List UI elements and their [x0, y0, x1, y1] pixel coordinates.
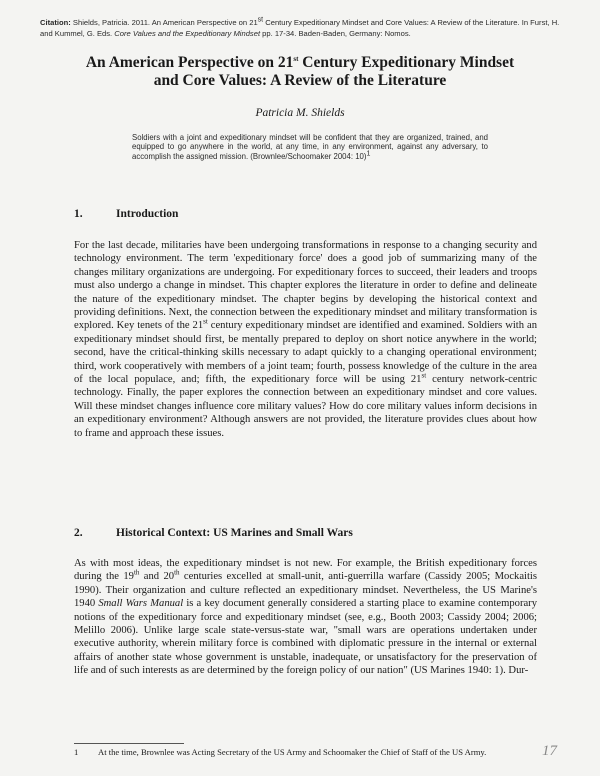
footnote [74, 747, 544, 757]
historical-context-paragraph [74, 557, 537, 678]
epigraph-text: Soldiers with a joint and expeditionary mindset will be confident that they are organized, trained, and equipped to go anywhere in the world, at any time, in any environment, against any adversary, to accomplish the assigned mission. (Brownlee/Schoomaker 2004: 10) [132, 133, 488, 161]
footnote-ref[interactable]: 1 [366, 150, 371, 158]
history-text-d: is a key document generally considered a starting place to examine contemporary notions of the expeditionary force and expeditionary mindset (see, e.g., Booth 2003; Cassidy 2004; 2006; Melillo 2006). Unlike large scale state-versus-state war, "small wars are operations undertaken under executive authority, wherein military force is combined with diplomatic pressure in the internal or external affairs of another state whose government is unstable, inadequate, or unsatisfactory for the preservation of life and of such interests as are determined by the foreign policy of our nation" (US Marines 1940: 1). Dur- [74, 598, 538, 677]
page-number-mark: 17 [542, 743, 557, 759]
history-manual-title: Small Wars Manual [98, 598, 184, 610]
history-sup-2: th [174, 568, 180, 577]
intro-sup-1: st [203, 317, 208, 326]
intro-sup-2: st [421, 371, 427, 380]
footnote-divider [74, 743, 184, 744]
title-line1-b: Century Expeditionary Mindset [298, 54, 515, 71]
citation-book-title: Core Values and the Expeditionary Mindset [114, 29, 261, 38]
footnote-number: 1 [74, 747, 79, 757]
title-line1-a: An American Perspective on 21 [85, 54, 294, 71]
footnote-text: At the time, Brownlee was Acting Secretary of the US Army and Schoomaker the Chief of Staff of the US Army. [98, 747, 487, 757]
citation-note [40, 17, 560, 39]
section-title: Historical Context: US Marines and Small Wars [116, 527, 353, 539]
section-heading-historical-context [74, 527, 353, 539]
citation-label: Citation: [40, 18, 71, 27]
section-number: 1. [74, 208, 83, 220]
section-heading-introduction [74, 208, 178, 220]
epigraph-quote [132, 133, 488, 161]
history-text-c: centuries excelled at small-unit, anti-guerrilla warfare (Cassidy 2005; Mockaitis 1990). Their organization and culture reflected an expeditionary mindset. Nevertheless, the US Marine's 1940 [74, 571, 537, 610]
history-text-a: As with most ideas, the expeditionary mindset is not new. For example, the British expeditionary forces during the 19 [74, 558, 537, 583]
intro-text-c: century network-centric technology. Finally, the paper explores the connection between an expeditionary mindset and core values. Will these mindset changes influence core military values? How do core military values inform decisions in an expeditionary environment? Although answers are not provided, the literature provides clues about how to frame and approach these issues. [74, 374, 538, 439]
intro-text-a: For the last decade, militaries have been undergoing transformations in response to a changing security and technology environment. The term 'expeditionary force' does a good job of summarizing many of the changes military organizations are undergoing. For expeditionary forces to succeed, their leaders and troops must also undergo a change in mindset. This chapter explores the literature in order to define and delineate the nature of the expeditionary mindset. The chapter begins by developing the historical context and providing definitions. Next, the connection between the expeditionary mindset and military transformation is explored. Key tenets of the 21 [74, 240, 537, 332]
history-sup-1: th [133, 568, 140, 577]
citation-pages: pp. 17-34. Baden-Baden, Germany: Nomos. [260, 29, 411, 38]
citation-text-cont: Century Expeditionary Mindset and Core Values: A Review of the Literature. In Furst, H. and Kummel, G. Eds. [40, 18, 560, 38]
section-number: 2. [74, 527, 83, 539]
title-sup: st [293, 54, 299, 63]
paper-title [40, 54, 560, 90]
citation-sup: st [257, 16, 264, 24]
introduction-paragraph [74, 239, 537, 440]
title-line2: and Core Values: A Review of the Literature [153, 72, 447, 89]
history-text-b: and 20 [139, 571, 175, 583]
citation-text: Shields, Patricia. 2011. An American Perspective on 21 [72, 18, 258, 27]
section-title: Introduction [116, 208, 179, 220]
author-name: Patricia M. Shields [255, 107, 345, 119]
intro-text-b: century expeditionary mindset are identified and examined. Soldiers with an expeditionary mindset should first, be mentally prepared to deploy on short notice anywhere in the world; second, have the critical-thinking skills necessary to adapt quickly to a changing operational environment; third, work cooperatively with members of a joint team; fourth, possess knowledge of the culture in the area of the local populace, and; fifth, the expeditionary force will be using 21 [74, 320, 537, 386]
